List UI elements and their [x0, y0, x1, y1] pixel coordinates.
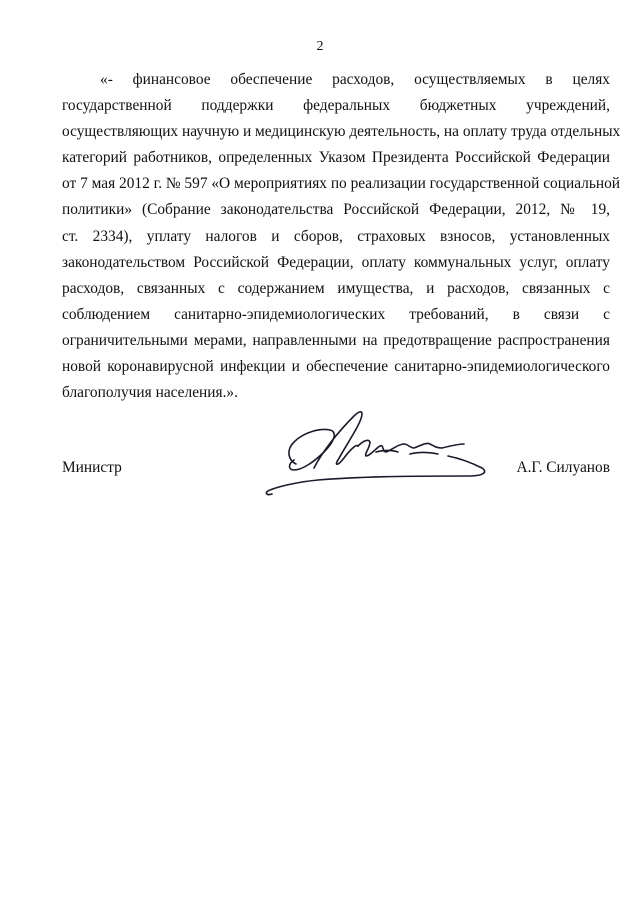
signer-role: Министр [62, 459, 122, 476]
body-line-1: «- финансовое обеспечение расходов, осуществляемых в целях [100, 71, 610, 88]
body-line-11: ограничительными мерами, направленными на предотвращение распространения [62, 331, 610, 349]
signature-block [62, 450, 610, 510]
body-line-8: законодательством Российской Федерации, оплату коммунальных услуг, оплату [62, 253, 610, 271]
body-line-9: расходов, связанных с содержанием имущества, и расходов, связанных с [62, 279, 610, 297]
body-line-5: от 7 мая 2012 г. № 597 «О мероприятиях по реализации государственной социальной [62, 175, 621, 193]
body-line-13: благополучия населения.». [62, 384, 238, 402]
body-line-6: политики» (Собрание законодательства Российской Федерации, 2012, № 19, [62, 201, 610, 219]
page-number: 2 [316, 39, 324, 54]
body-line-3: осуществляющих научную и медицинскую деятельность, на оплату труда отдельных [62, 123, 621, 141]
body-line-2: государственной поддержки федеральных бюджетных учреждений, [62, 97, 610, 115]
body-paragraph [62, 67, 621, 406]
body-line-12: новой коронавирусной инфекции и обеспечение санитарно-эпидемиологического [62, 358, 610, 376]
body-line-4: категорий работников, определенных Указом Президента Российской Федерации [62, 149, 610, 167]
signer-name: А.Г. Силуанов [516, 459, 610, 476]
body-line-7: ст. 2334), уплату налогов и сборов, страховых взносов, установленных [62, 227, 610, 245]
body-line-10: соблюдением санитарно-эпидемиологических требований, в связи с [62, 305, 610, 323]
